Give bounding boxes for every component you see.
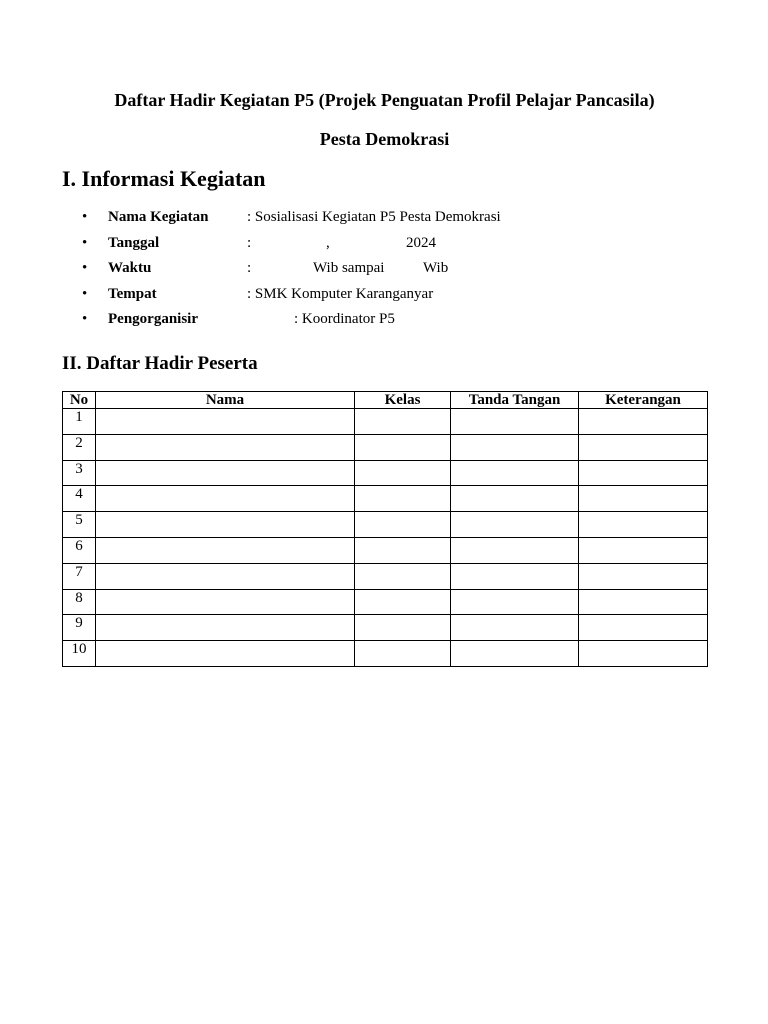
table-row [63, 537, 708, 563]
table-row [63, 460, 708, 486]
kelas-cell[interactable] [355, 615, 451, 641]
row-number: 9 [63, 615, 96, 641]
kelas-cell[interactable] [355, 589, 451, 615]
bullet-icon: • [82, 285, 88, 302]
info-value: : SMK Komputer Karanganyar [247, 285, 434, 302]
table-row [63, 486, 708, 512]
table-row [63, 409, 708, 435]
kelas-cell[interactable] [355, 563, 451, 589]
row-number: 7 [63, 563, 96, 589]
tanda-tangan-cell[interactable] [451, 512, 579, 538]
row-number: 6 [63, 537, 96, 563]
nama-cell[interactable] [96, 486, 355, 512]
column-header-kelas: Kelas [355, 392, 451, 409]
column-header-no: No [63, 392, 96, 409]
bullet-icon: • [82, 209, 88, 225]
info-label: Nama Kegiatan [108, 209, 209, 225]
tanda-tangan-cell[interactable] [451, 486, 579, 512]
keterangan-cell[interactable] [579, 537, 708, 563]
nama-cell[interactable] [96, 589, 355, 615]
column-header-nama: Nama [96, 392, 355, 409]
table-row [63, 563, 708, 589]
nama-cell[interactable] [96, 537, 355, 563]
nama-cell[interactable] [96, 641, 355, 667]
row-number: 1 [63, 409, 96, 435]
row-number: 8 [63, 589, 96, 615]
tanda-tangan-cell[interactable] [451, 460, 579, 486]
table-row [63, 589, 708, 615]
column-header-tanda-tangan: Tanda Tangan [451, 392, 579, 409]
nama-cell[interactable] [96, 512, 355, 538]
info-value: : Sosialisasi Kegiatan P5 Pesta Demokrasi [247, 209, 501, 225]
attendance-table [62, 391, 708, 667]
keterangan-cell[interactable] [579, 512, 708, 538]
info-label: Waktu [108, 260, 152, 276]
bullet-icon: • [82, 260, 88, 276]
row-number: 5 [63, 512, 96, 538]
tanda-tangan-cell[interactable] [451, 537, 579, 563]
section-info-heading: I. Informasi Kegiatan [62, 166, 266, 191]
nama-cell[interactable] [96, 615, 355, 641]
info-label: Tanggal [108, 234, 160, 251]
info-value-colon: : [247, 260, 252, 276]
nama-cell[interactable] [96, 460, 355, 486]
nama-cell[interactable] [96, 409, 355, 435]
tanda-tangan-cell[interactable] [451, 615, 579, 641]
tanda-tangan-cell[interactable] [451, 434, 579, 460]
bullet-icon: • [82, 234, 88, 251]
table-row [63, 615, 708, 641]
kelas-cell[interactable] [355, 486, 451, 512]
row-number: 10 [63, 641, 96, 667]
document-title: Daftar Hadir Kegiatan P5 (Projek Penguatan Profil Pelajar Pancasila) [114, 90, 655, 110]
row-number: 4 [63, 486, 96, 512]
keterangan-cell[interactable] [579, 409, 708, 435]
kelas-cell[interactable] [355, 434, 451, 460]
kelas-cell[interactable] [355, 641, 451, 667]
row-number: 2 [63, 434, 96, 460]
nama-cell[interactable] [96, 563, 355, 589]
kelas-cell[interactable] [355, 512, 451, 538]
keterangan-cell[interactable] [579, 641, 708, 667]
kelas-cell[interactable] [355, 409, 451, 435]
info-value-end: Wib [423, 260, 449, 276]
keterangan-cell[interactable] [579, 434, 708, 460]
tanda-tangan-cell[interactable] [451, 409, 579, 435]
column-header-keterangan: Keterangan [579, 392, 708, 409]
info-value: : Koordinator P5 [294, 311, 395, 327]
table-body [63, 409, 708, 667]
info-label: Pengorganisir [108, 311, 198, 327]
table-row [63, 641, 708, 667]
keterangan-cell[interactable] [579, 563, 708, 589]
table-header-row [63, 392, 708, 409]
bullet-icon: • [82, 311, 88, 327]
tanda-tangan-cell[interactable] [451, 641, 579, 667]
info-value-comma: , [326, 234, 330, 251]
info-value-colon: : [247, 234, 252, 251]
info-value-year: 2024 [406, 234, 436, 251]
section-attendance-heading: II. Daftar Hadir Peserta [62, 353, 258, 374]
keterangan-cell[interactable] [579, 486, 708, 512]
table-row [63, 434, 708, 460]
document-subtitle: Pesta Demokrasi [319, 129, 450, 149]
tanda-tangan-cell[interactable] [451, 589, 579, 615]
row-number: 3 [63, 460, 96, 486]
kelas-cell[interactable] [355, 460, 451, 486]
info-label: Tempat [108, 285, 157, 302]
info-value-start: Wib sampai [313, 260, 385, 276]
tanda-tangan-cell[interactable] [451, 563, 579, 589]
keterangan-cell[interactable] [579, 615, 708, 641]
table-row [63, 512, 708, 538]
kelas-cell[interactable] [355, 537, 451, 563]
nama-cell[interactable] [96, 434, 355, 460]
keterangan-cell[interactable] [579, 589, 708, 615]
keterangan-cell[interactable] [579, 460, 708, 486]
